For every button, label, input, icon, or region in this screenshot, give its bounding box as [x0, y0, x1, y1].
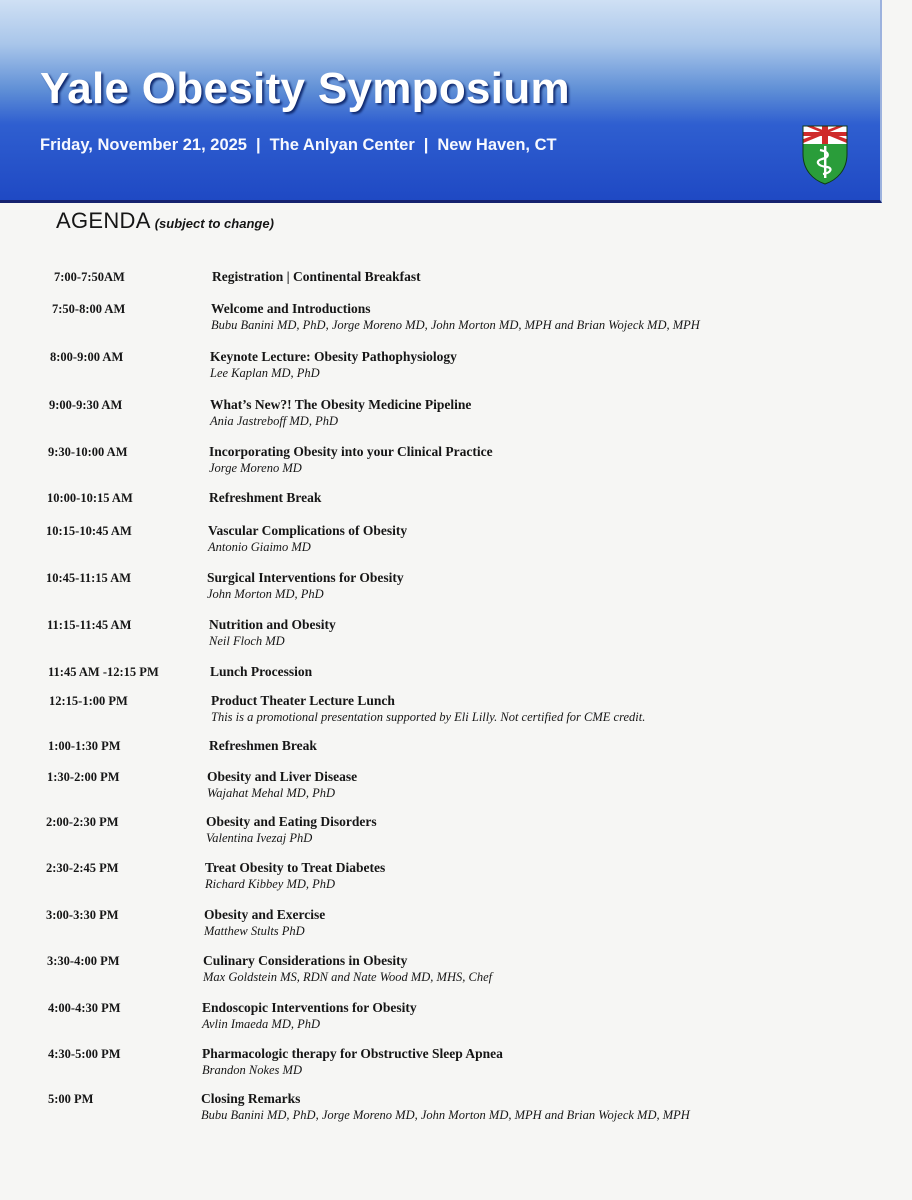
session-title: Vascular Complications of Obesity	[208, 523, 408, 538]
agenda-heading	[56, 208, 274, 234]
session-title: Refreshmen Break	[209, 738, 317, 753]
session-title: Refreshment Break	[209, 490, 322, 505]
session-time: 7:50-8:00 AM	[52, 302, 126, 316]
event-venue: The Anlyan Center	[269, 136, 415, 154]
session-time: 5:00 PM	[48, 1092, 94, 1106]
session-title: Obesity and Liver Disease	[207, 769, 358, 784]
session-speaker: Ania Jastreboff MD, PhD	[210, 414, 338, 428]
session-speaker: Antonio Giaimo MD	[208, 540, 311, 554]
session-title: Surgical Interventions for Obesity	[207, 570, 404, 585]
session-time: 12:15-1:00 PM	[49, 694, 128, 708]
session-speaker: Lee Kaplan MD, PhD	[210, 366, 320, 380]
session-title: Obesity and Exercise	[204, 907, 326, 922]
session-speaker: Matthew Stults PhD	[204, 924, 305, 938]
session-time: 9:00-9:30 AM	[49, 398, 123, 412]
session-title: Nutrition and Obesity	[209, 617, 336, 632]
session-speaker: Neil Floch MD	[209, 634, 285, 648]
session-title: Treat Obesity to Treat Diabetes	[205, 860, 386, 875]
event-details	[40, 136, 557, 155]
session-time: 3:00-3:30 PM	[46, 908, 119, 922]
session-time: 4:30-5:00 PM	[48, 1047, 121, 1061]
session-speaker: Wajahat Mehal MD, PhD	[207, 786, 335, 800]
session-speaker: Jorge Moreno MD	[209, 461, 302, 475]
session-title: Keynote Lecture: Obesity Pathophysiology	[210, 349, 457, 364]
session-title: Registration | Continental Breakfast	[212, 269, 421, 284]
session-speaker: John Morton MD, PhD	[207, 587, 324, 601]
session-title: Culinary Considerations in Obesity	[203, 953, 408, 968]
event-location: New Haven, CT	[437, 136, 557, 154]
yale-medicine-shield-icon	[801, 124, 849, 186]
session-time: 2:00-2:30 PM	[46, 815, 119, 829]
separator: |	[255, 136, 261, 154]
session-title: What’s New?! The Obesity Medicine Pipeline	[210, 397, 472, 412]
session-time: 10:00-10:15 AM	[47, 491, 133, 505]
session-title: Obesity and Eating Disorders	[206, 814, 377, 829]
session-time: 10:15-10:45 AM	[46, 524, 132, 538]
session-speaker: Valentina Ivezaj PhD	[206, 831, 313, 845]
session-speaker: Avlin Imaeda MD, PhD	[202, 1017, 321, 1031]
session-speaker: Max Goldstein MS, RDN and Nate Wood MD, MHS, Chef	[203, 970, 493, 984]
agenda-label: AGENDA	[56, 208, 151, 233]
session-time: 7:00-7:50AM	[54, 270, 125, 284]
symposium-title: Yale Obesity Symposium	[40, 64, 570, 113]
session-title: Endoscopic Interventions for Obesity	[202, 1000, 417, 1015]
session-title: Lunch Procession	[210, 664, 313, 679]
session-time: 10:45-11:15 AM	[46, 571, 132, 585]
session-time: 11:15-11:45 AM	[47, 618, 132, 632]
session-speaker: Brandon Nokes MD	[202, 1063, 302, 1077]
agenda-note: (subject to change)	[154, 216, 274, 231]
session-speaker: Richard Kibbey MD, PhD	[205, 877, 336, 891]
header-banner	[0, 0, 882, 203]
event-date: Friday, November 21, 2025	[40, 136, 247, 154]
session-title: Incorporating Obesity into your Clinical Practice	[209, 444, 493, 459]
session-time: 1:30-2:00 PM	[47, 770, 120, 784]
session-title: Pharmacologic therapy for Obstructive Sleep Apnea	[202, 1046, 503, 1061]
session-title: Closing Remarks	[201, 1091, 301, 1106]
session-time: 11:45 AM -12:15 PM	[48, 665, 159, 679]
session-time: 2:30-2:45 PM	[46, 861, 119, 875]
session-title: Welcome and Introductions	[211, 301, 371, 316]
session-time: 4:00-4:30 PM	[48, 1001, 121, 1015]
session-time: 1:00-1:30 PM	[48, 739, 121, 753]
session-time: 3:30-4:00 PM	[47, 954, 120, 968]
session-speaker: Bubu Banini MD, PhD, Jorge Moreno MD, John Morton MD, MPH and Brian Wojeck MD, MPH	[201, 1108, 690, 1122]
separator: |	[423, 136, 429, 154]
session-time: 8:00-9:00 AM	[50, 350, 124, 364]
session-speaker: Bubu Banini MD, PhD, Jorge Moreno MD, John Morton MD, MPH and Brian Wojeck MD, MPH	[211, 318, 700, 332]
session-title: Product Theater Lecture Lunch	[211, 693, 395, 708]
session-speaker: This is a promotional presentation supported by Eli Lilly. Not certified for CME credit.	[211, 710, 646, 724]
session-time: 9:30-10:00 AM	[48, 445, 128, 459]
